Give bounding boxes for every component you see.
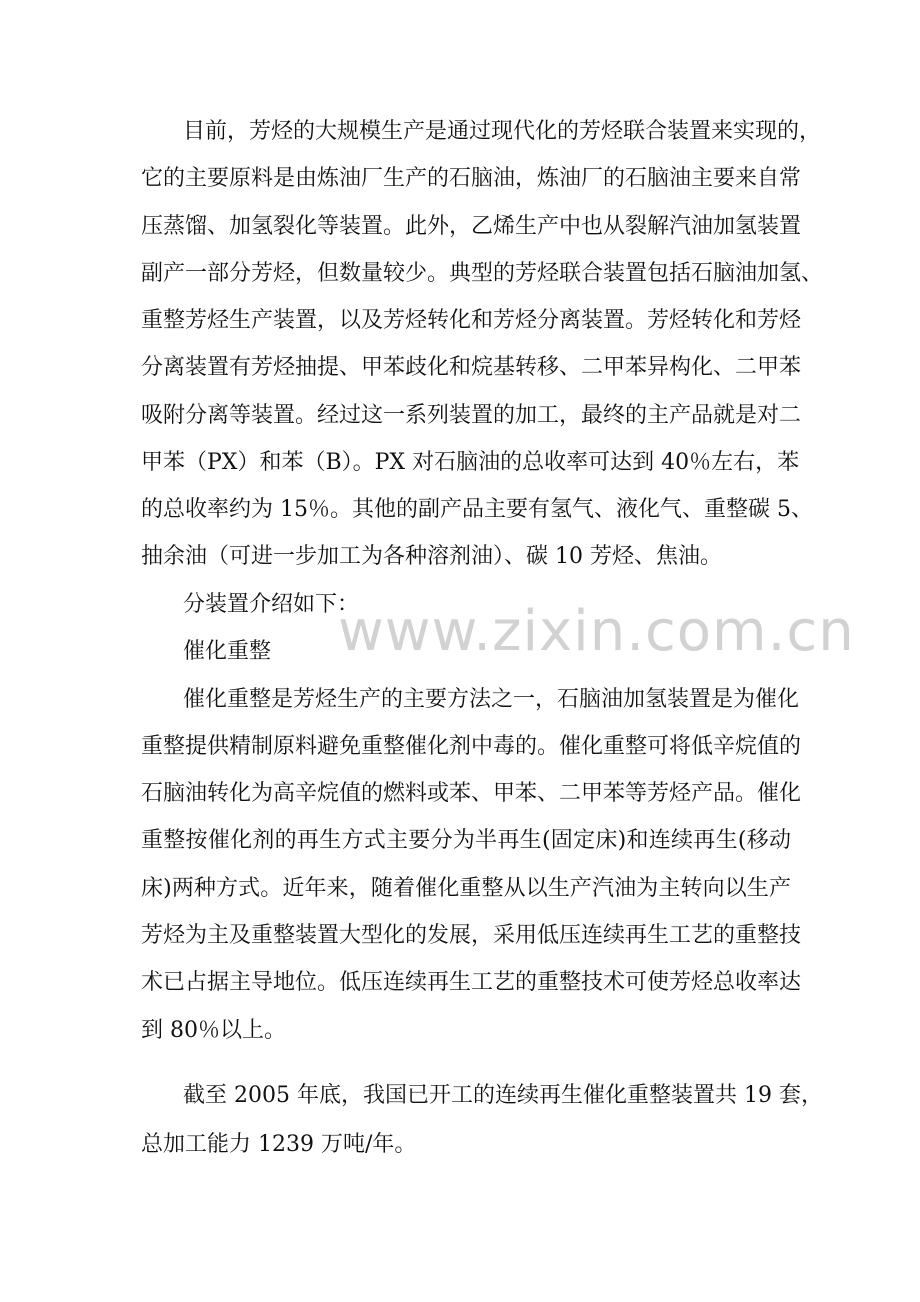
paragraph-line: 芳烃为主及重整装置大型化的发展，采用低压连续再生工艺的重整技: [141, 923, 802, 948]
paragraph-line: 它的主要原料是由炼油厂生产的石脑油，炼油厂的石脑油主要来自常: [141, 166, 802, 191]
paragraph-line: 石脑油转化为高辛烷值的燃料或苯、甲苯、二甲苯等芳烃产品。催化: [141, 781, 802, 806]
paragraph-line: 到 80％以上。: [141, 1018, 286, 1043]
paragraph-line: 催化重整是芳烃生产的主要方法之一，石脑油加氢装置是为催化: [183, 687, 800, 712]
paragraph-line: 截至 2005 年底，我国已开工的连续再生催化重整装置共 19 套，: [183, 1083, 823, 1108]
watermark: www.zixin.com.cn: [338, 599, 855, 664]
paragraph-line: 重整按催化剂的再生方式主要分为半再生(固定床)和连续再生(移动: [141, 828, 791, 853]
intro-line: 分装置介绍如下：: [183, 592, 360, 617]
paragraph-line: 总加工能力 1239 万吨/年。: [141, 1132, 417, 1157]
paragraph-line: 目前，芳烃的大规模生产是通过现代化的芳烃联合装置来实现的，: [183, 119, 822, 144]
paragraph-line: 吸附分离等装置。经过这一系列装置的加工，最终的主产品就是对二: [141, 403, 802, 428]
paragraph-line: 重整芳烃生产装置，以及芳烃转化和芳烃分离装置。芳烃转化和芳烃: [141, 308, 802, 333]
paragraph-line: 床)两种方式。近年来，随着催化重整从以生产汽油为主转向以生产: [141, 876, 791, 901]
paragraph-line: 压蒸馏、加氢裂化等装置。此外，乙烯生产中也从裂解汽油加氢装置: [141, 214, 802, 239]
section-heading: 催化重整: [183, 639, 272, 664]
paragraph-line: 的总收率约为 15％。其他的副产品主要有氢气、液化气、重整碳 5、: [141, 497, 813, 522]
paragraph-line: 副产一部分芳烃，但数量较少。典型的芳烃联合装置包括石脑油加氢、: [141, 261, 824, 286]
paragraph-line: 分离装置有芳烃抽提、甲苯歧化和烷基转移、二甲苯异构化、二甲苯: [141, 355, 802, 380]
paragraph-line: 术已占据主导地位。低压连续再生工艺的重整技术可使芳烃总收率达: [141, 970, 802, 995]
paragraph-line: 重整提供精制原料避免重整催化剂中毒的。催化重整可将低辛烷值的: [141, 734, 802, 759]
paragraph-line: 甲苯（PX）和苯（B）。PX 对石脑油的总收率可达到 40％左右，苯: [141, 450, 800, 475]
paragraph-line: 抽余油（可进一步加工为各种溶剂油）、碳 10 芳烃、焦油。: [141, 544, 722, 569]
